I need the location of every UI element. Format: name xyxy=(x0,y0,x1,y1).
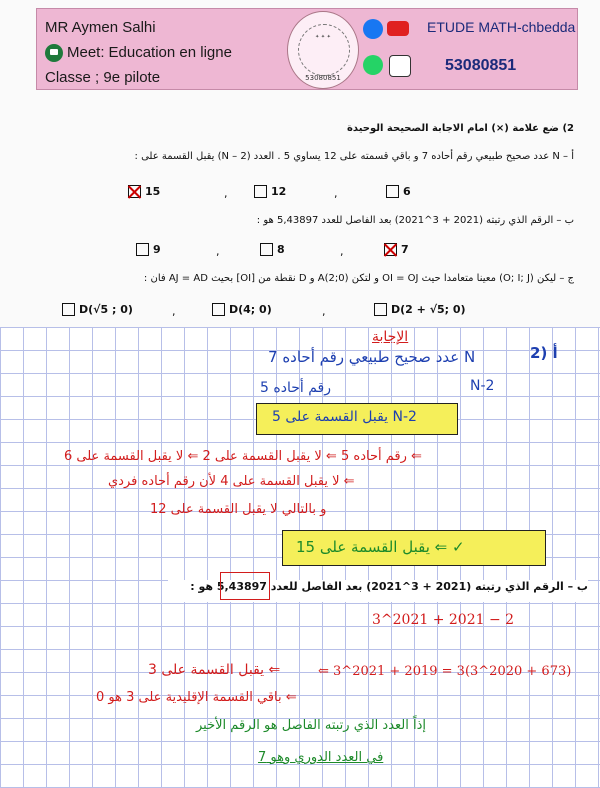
qc-option-2[interactable] xyxy=(212,303,272,316)
hw-box-1: N-2 يقبل القسمة على 5 xyxy=(272,409,417,425)
qc-option-3[interactable] xyxy=(374,303,466,316)
hw-eq-line: ⇐ 3^2021 + 2019 = 3(3^2020 + 673) xyxy=(318,664,572,679)
hw-reason-2: ⇐ لا يقبل القسمة على 4 لأن رقم أحاده فردي xyxy=(108,474,355,489)
phone-icon xyxy=(389,55,411,77)
page-name: ETUDE MATH-chbedda xyxy=(427,19,576,35)
answer-heading: الإجابة xyxy=(372,329,409,345)
option-label: 6 xyxy=(403,185,411,198)
separator: , xyxy=(172,305,176,318)
qb-option-3[interactable] xyxy=(384,243,409,256)
option-label: 12 xyxy=(271,185,287,198)
option-label: 15 xyxy=(145,185,161,198)
hw-line-2b: رقم أحاده 5 xyxy=(260,380,331,396)
meet-label: Meet: xyxy=(67,44,105,61)
classe-label: Classe ; 9e pilote xyxy=(45,69,161,86)
checkbox-icon xyxy=(254,185,267,198)
separator: , xyxy=(216,245,220,258)
qa-option-2[interactable] xyxy=(254,185,286,198)
part-label: أ (2 xyxy=(530,344,558,362)
checkbox-icon xyxy=(260,243,273,256)
qb-text: ب – الرقم الذي رتبته (2021 + 3^2021) بعد الفاصل للعدد 5,43897 هو : xyxy=(256,215,574,226)
checkbox-icon xyxy=(212,303,225,316)
logo-number: 53080851 xyxy=(305,74,341,82)
checkbox-icon xyxy=(374,303,387,316)
qa-text: أ – N عدد صحيح طبيعي رقم أحاده 7 و باقي قسمته على 12 يساوي 5 . العدد (N – 2) يقبل القسمة على : xyxy=(134,151,574,162)
checked-box-icon xyxy=(384,243,397,256)
contact-block xyxy=(327,9,576,89)
logo-tiny-text: ✦ ✦ ✦ xyxy=(315,34,331,40)
header-info xyxy=(45,15,232,90)
option-label: 7 xyxy=(401,243,409,256)
phone-number: 53080851 xyxy=(445,57,517,74)
checkbox-icon xyxy=(386,185,399,198)
separator: , xyxy=(334,187,338,200)
hw-reason-3: و بالتالي لا يقبل القسمة على 12 xyxy=(150,502,327,517)
red-highlight-box xyxy=(220,572,270,600)
qb-option-1[interactable] xyxy=(136,243,161,256)
hw-line-2a: N-2 xyxy=(470,378,495,394)
qb-copy: ب – الرقم الذي رتبته (2021 + 3^2021) بعد الفاصل للعدد 5,43897 هو : xyxy=(168,580,588,602)
separator: , xyxy=(224,187,228,200)
teacher-name: MR Aymen Salhi xyxy=(45,19,156,36)
hw-conclusion-1: إذاً العدد الذي رتبته الفاصل هو الرقم الأخير xyxy=(196,718,427,733)
hw-conclusion-2: في العدد الدوري وهو 7 xyxy=(258,750,384,765)
expr-top: 3^2021 + 2021 − 2 xyxy=(372,612,515,628)
hw-reason-4: ⇐ باقي القسمة الإقليدية على 3 هو 0 xyxy=(96,690,297,705)
hw-eq-right: ⇐ يقبل القسمة على 3 xyxy=(148,662,281,678)
whatsapp-icon xyxy=(363,55,383,75)
youtube-icon xyxy=(387,21,409,36)
facebook-icon xyxy=(363,19,383,39)
checkbox-icon xyxy=(62,303,75,316)
header-banner xyxy=(36,8,578,90)
hw-reason-1: ⇐ رقم أحاده 5 ⇐ لا يقبل القسمة على 2 ⇐ لا يقبل القسمة على 6 xyxy=(64,449,422,464)
qa-option-1[interactable] xyxy=(128,185,160,198)
separator: , xyxy=(340,245,344,258)
option-label: D(2 + √5; 0) xyxy=(391,303,466,316)
q2-title: 2) ضع علامة (×) امام الاجابة الصحيحة الوحيدة xyxy=(347,123,574,134)
option-label: 8 xyxy=(277,243,285,256)
option-label: D(√5 ; 0) xyxy=(79,303,133,316)
hw-line-1: N عدد صحيح طبيعي رقم أحاده 7 xyxy=(268,348,476,366)
qb-option-2[interactable] xyxy=(260,243,285,256)
checked-box-icon xyxy=(128,185,141,198)
hw-box-2: ✓ ⇐ يقبل القسمة على 15 xyxy=(296,538,465,556)
qa-option-3[interactable] xyxy=(386,185,411,198)
qc-option-1[interactable] xyxy=(62,303,133,316)
checkbox-icon xyxy=(136,243,149,256)
qc-text: ج – ليكن (O; I; J) معينا متعامدا حيث OI = OJ و لتكن A(2;0) و D نقطة من [OI] بحيث AJ = AD فان : xyxy=(143,273,574,284)
option-label: 9 xyxy=(153,243,161,256)
meet-text: Education en ligne xyxy=(108,44,232,61)
separator: , xyxy=(322,305,326,318)
exam-section xyxy=(34,115,574,327)
option-label: D(4; 0) xyxy=(229,303,272,316)
google-meet-icon xyxy=(45,44,63,62)
